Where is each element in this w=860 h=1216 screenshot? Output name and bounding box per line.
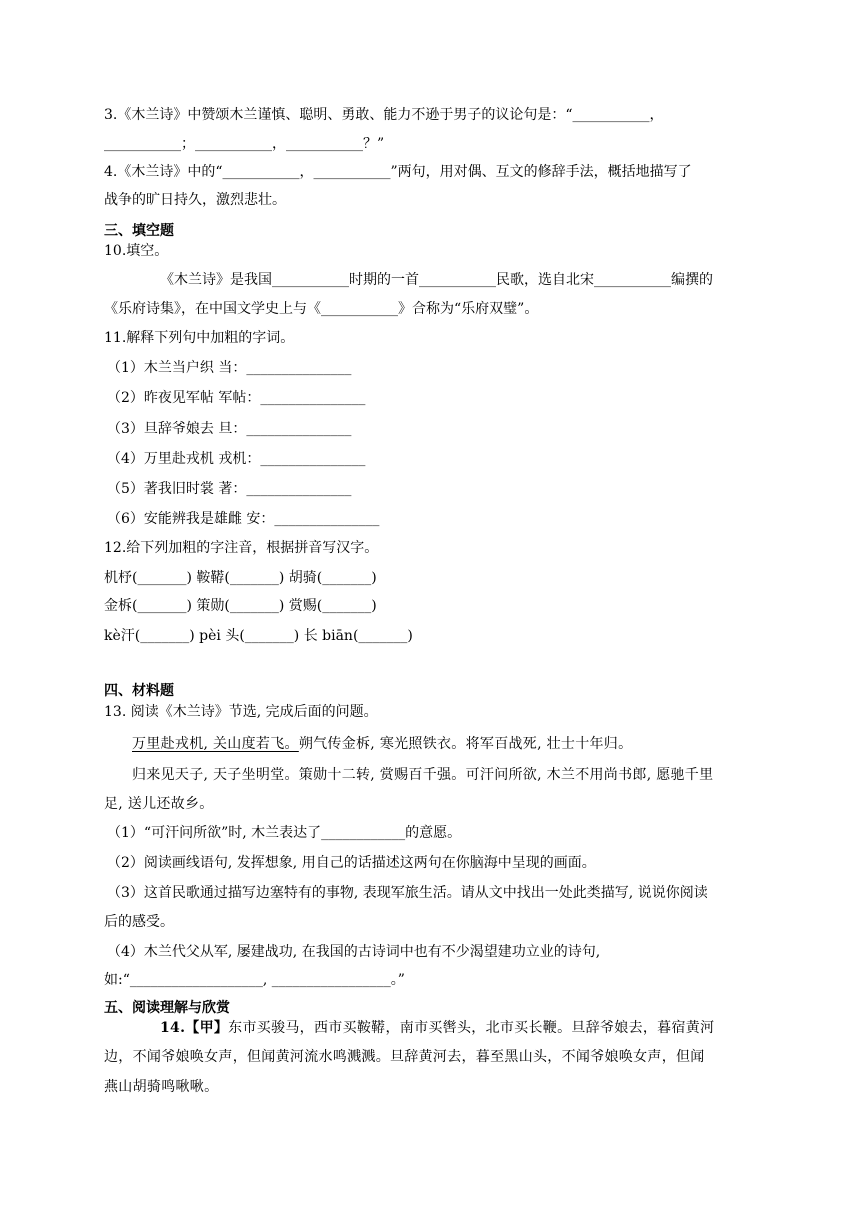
section-5-heading: 五、阅读理解与欣赏 xyxy=(104,1000,230,1016)
question-13-item-3-line-1: （3）这首民歌通过描写边塞特有的事物, 表现军旅生活。请从文中找出一处此类描写, 说说你阅读 xyxy=(107,885,708,901)
question-10-line-2: 《乐府诗集》，在中国文学史上与《___________》合称为“乐府双璧”。 xyxy=(104,301,539,317)
question-14-line-2: 边，不闻爷娘唤女声，但闻黄河流水鸣溅溅。旦辞黄河去，暮至黑山头，不闻爷娘唤女声，但闻 xyxy=(104,1049,705,1065)
question-13-title: 13. 阅读《木兰诗》节选, 完成后面的问题。 xyxy=(104,704,378,720)
question-11-item-2: （2）昨夜见军帖 军帖：_______________ xyxy=(107,390,366,406)
question-14-number: 14. xyxy=(160,1020,186,1036)
question-11-item-6: （6）安能辨我是雄雌 安：_______________ xyxy=(107,511,380,527)
passage-paragraph-2-line-2: 足, 送儿还故乡。 xyxy=(104,796,214,812)
question-13-item-4-line-1: （4）木兰代父从军, 屡建战功, 在我国的古诗词中也有不少渴望建功立业的诗句, xyxy=(107,944,601,960)
question-14-line-1-text: 东市买骏马，西市买鞍鞯，南市买辔头，北市买长鞭。旦辞爷娘去，暮宿黄河 xyxy=(228,1020,715,1036)
question-13-item-4-line-2: 如:“___________________, _________________。” xyxy=(104,972,405,988)
passage-paragraph-1-rest: 朔气传金柝, 寒光照铁衣。将军百战死, 壮士十年归。 xyxy=(298,736,633,752)
question-12-row-1: 机杼(_______) 鞍鞯(_______) 胡骑(_______) xyxy=(104,570,377,586)
question-3-line-1: 3.《木兰诗》中赞颂木兰谨慎、聪明、勇敢、能力不逊于男子的议论句是：“___________， xyxy=(104,107,664,123)
question-11-item-3: （3）旦辞爷娘去 旦：_______________ xyxy=(107,421,352,437)
section-3-heading: 三、填空题 xyxy=(104,223,174,239)
section-4-heading: 四、材料题 xyxy=(104,683,174,699)
question-10-title: 10.填空。 xyxy=(104,243,169,259)
question-4-line-2: 战争的旷日持久，激烈悲壮。 xyxy=(104,192,286,208)
question-12-row-3: kè汗(_______) pèi 头(_______) 长 biān(_______) xyxy=(104,628,413,644)
passage-paragraph-1 xyxy=(132,734,632,754)
question-3-line-2: ___________；___________，___________？” xyxy=(104,136,385,152)
question-11-item-1: （1）木兰当户织 当：_______________ xyxy=(107,360,352,376)
underlined-sentence: 万里赴戎机, 关山度若飞。 xyxy=(132,736,299,752)
question-12-title: 12.给下列加粗的字注音，根据拼音写汉字。 xyxy=(104,540,379,556)
question-11-title: 11.解释下列句中加粗的字词。 xyxy=(104,330,295,346)
question-13-item-2: （2）阅读画线语句, 发挥想象, 用自己的话描述这两句在你脑海中呈现的画面。 xyxy=(107,855,596,871)
passage-paragraph-2-line-1: 归来见天子, 天子坐明堂。策勋十二转, 赏赐百千强。可汗问所欲, 木兰不用尚书郎, 愿驰千里 xyxy=(132,767,714,783)
passage-tag-jia: 【甲】 xyxy=(185,1020,229,1036)
question-4-line-1: 4.《木兰诗》中的“___________，___________”两句，用对偶、互文的修辞手法，概括地描写了 xyxy=(104,164,692,180)
question-13-item-1: （1）“可汗问所欲”时, 木兰表达了____________的意愿。 xyxy=(107,825,462,841)
question-13-item-3-line-2: 后的感受。 xyxy=(104,914,174,930)
question-10-line-1: 《木兰诗》是我国___________时期的一首___________民歌，选自北宋___________编撰的 xyxy=(160,272,713,288)
question-14-line-1 xyxy=(160,1018,714,1038)
question-12-row-2: 金柝(_______) 策勋(_______) 赏赐(_______) xyxy=(104,598,377,614)
question-11-item-4: （4）万里赴戎机 戎机：_______________ xyxy=(107,451,366,467)
question-14-line-3: 燕山胡骑鸣啾啾。 xyxy=(104,1079,219,1095)
question-11-item-5: （5）著我旧时裳 著：_______________ xyxy=(107,481,352,497)
